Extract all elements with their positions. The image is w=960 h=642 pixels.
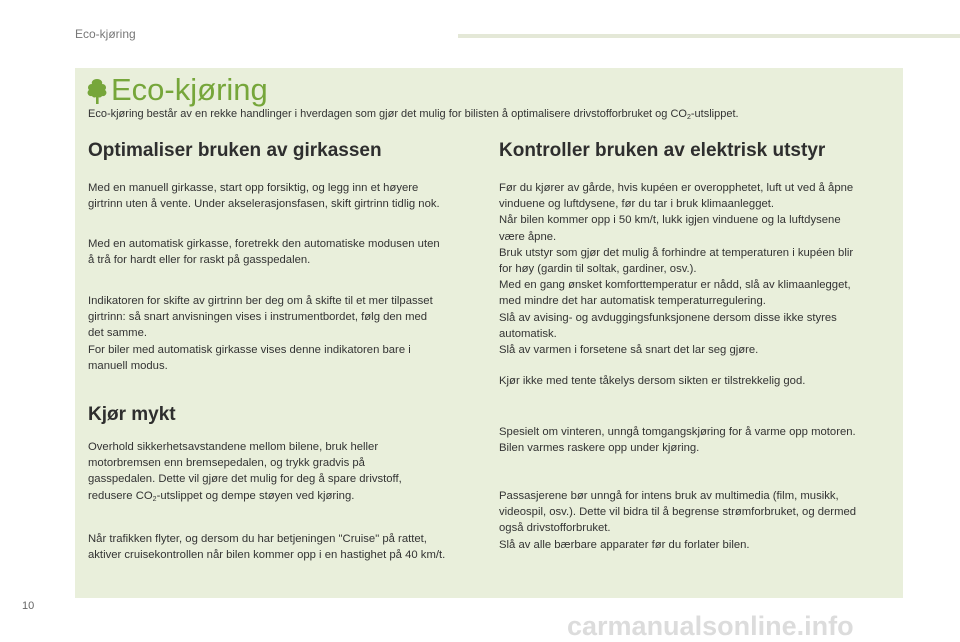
text-line: Slå av avising- og avduggingsfunksjonene dersom disse ikke styres [499,311,837,324]
text-line: Spesielt om vinteren, unngå tomgangskjøring for å varme opp motoren. [499,426,856,438]
right-column [499,139,899,163]
tree-icon [85,77,109,105]
text-line: Kjør ikke med tente tåkelys dersom sikten er tilstrekkelig god. [499,375,806,387]
paragraph-fog-lights [499,373,899,389]
text-line: Med en gang ønsket komforttemperatur er nådd, slå av klimaanlegget, [499,279,851,292]
text-line: gasspedalen. Dette vil gjøre det mulig for deg å spare drivstoff, [88,473,402,486]
intro-text: Eco-kjøring består av en rekke handlinger i hverdagen som gjør det mulig for bilisten å optimalisere drivstofforbruket og $CO_2$-utslippet. [88,108,739,121]
paragraph-automatic-gearbox [88,236,480,268]
paragraph-winter-idling [499,424,899,456]
text-line: For biler med automatisk girkasse vises denne indikatoren bare i [88,343,411,356]
text-line: å trå for hardt eller for raskt på gasspedalen. [88,254,311,267]
text-line: Slå av varmen i forsetene så snart det lar seg gjøre. [499,344,759,357]
header-rule [458,34,960,38]
paragraph-multimedia [499,488,899,553]
text-line: også drivstofforbruket. [499,522,611,535]
text-line: Passasjerene bør unngå for intens bruk av multimedia (film, musikk, [499,490,839,502]
page-number: 10 [22,600,35,612]
text-line: Med en manuell girkasse, start opp forsiktig, og legg inn et høyere [88,182,419,194]
text-line: for høy (gardin til soltak, gardiner, osv.). [499,263,697,276]
paragraph-climate [499,180,899,358]
text-line: Overhold sikkerhetsavstandene mellom bilene, bruk heller [88,441,379,453]
text-line: automatisk. [499,327,557,340]
text-line: girtrinn: så snart anvisningen vises i instrumentbordet, følg den med [88,311,428,324]
text-line: aktiver cruisekontrollen når bilen kommer opp i en hastighet på 40 km/t. [88,549,446,562]
page-title: Eco-kjøring [111,72,268,107]
text-line: redusere $CO_2$-utslippet og dempe støyen ved kjøring. [88,489,355,503]
text-line: det samme. [88,327,148,340]
text-line: Når trafikken flyter, og dersom du har betjeningen "Cruise" på rattet, [88,533,427,545]
text-line: Indikatoren for skifte av girtrinn ber deg om å skifte til et mer tilpasset [88,295,433,307]
heading-electrical-equipment: Kontroller bruken av elektrisk utstyr [499,140,826,161]
text-line: videospil, osv.). Dette vil bidra til å begrense strømforbruket, og dermed [499,506,857,519]
text-line: motorbremsen enn bremsepedalen, og trykk gradvis på [88,457,365,470]
text-line: manuell modus. [88,359,168,372]
text-line: Med en automatisk girkasse, foretrekk den automatiske modusen uten [88,238,440,250]
heading-smooth-driving: Kjør mykt [88,404,176,425]
heading-gearbox: Optimaliser bruken av girkassen [88,140,382,161]
text-line: vinduene og luftdysene, før du tar i bruk klimaanlegget. [499,198,775,211]
watermark: carmanualsonline.info [567,611,854,641]
text-line: med mindre det har automatisk temperaturregulering. [499,295,766,308]
left-column [88,139,480,163]
paragraph-gear-indicator [88,293,480,374]
paragraph-cruise-control [88,531,480,563]
text-line: Når bilen kommer opp i 50 km/t, lukk igjen vinduene og la luftdysene [499,214,841,227]
paragraph-manual-gearbox [88,180,480,212]
text-line: Bruk utstyr som gjør det mulig å forhindre at temperaturen i kupéen blir [499,246,854,259]
text-line: være åpne. [499,230,557,243]
running-header: Eco-kjøring [75,27,136,41]
text-line: Bilen varmes raskere opp under kjøring. [499,442,700,455]
text-line: Før du kjører av gårde, hvis kupéen er overopphetet, luft ut ved å åpne [499,182,854,194]
text-line: girtrinn uten å vente. Under akselerasjonsfasen, skift girtrinn tidlig nok. [88,198,440,211]
text-line: Slå av alle bærbare apparater før du forlater bilen. [499,538,750,551]
heading-smooth-driving-wrap [88,403,480,427]
paragraph-safety-distance [88,439,480,508]
